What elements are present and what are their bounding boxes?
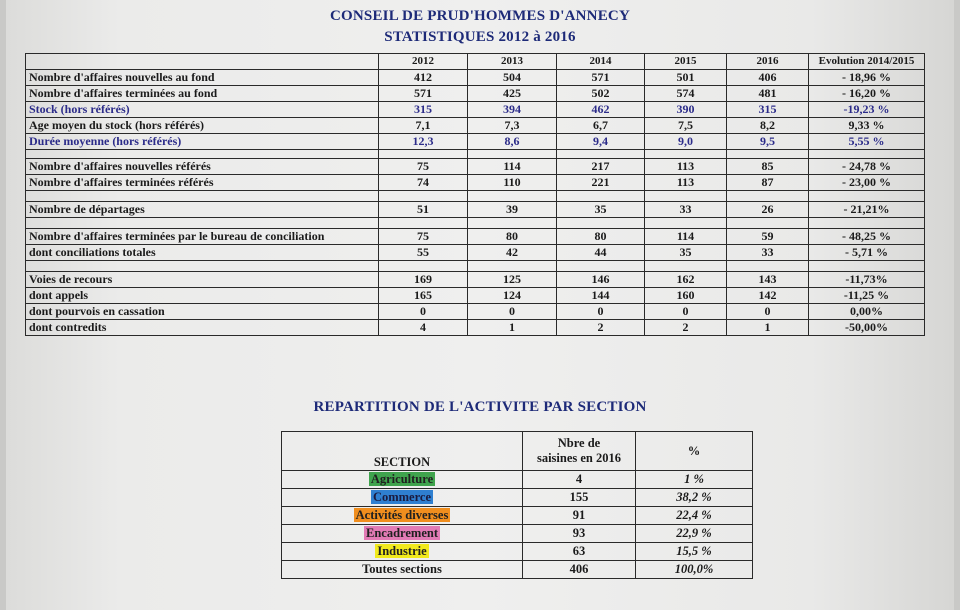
cell: 75 <box>379 229 468 245</box>
cell: - 16,20 % <box>809 86 925 102</box>
stats-header-2015: 2015 <box>645 54 727 70</box>
cell: 51 <box>379 202 468 218</box>
cell: 0 <box>379 304 468 320</box>
cell: 502 <box>557 86 645 102</box>
section-commerce: Commerce <box>372 490 432 504</box>
table-row <box>26 118 925 134</box>
table-row <box>282 489 753 507</box>
stats-header-evolution: Evolution 2014/2015 <box>809 54 925 70</box>
spacer-row <box>26 150 925 159</box>
cell: 35 <box>557 202 645 218</box>
section-count: 4 <box>523 471 636 489</box>
cell: 165 <box>379 288 468 304</box>
cell: 4 <box>379 320 468 336</box>
section-percent: 1 % <box>636 471 753 489</box>
cell: 574 <box>645 86 727 102</box>
table-row <box>26 229 925 245</box>
row-label: Nombre d'affaires nouvelles au fond <box>26 70 379 86</box>
cell: 0 <box>557 304 645 320</box>
table-row <box>26 304 925 320</box>
header-count: Nbre de saisines en 2016 <box>523 432 636 471</box>
cell: 0 <box>468 304 557 320</box>
table-row <box>282 543 753 561</box>
row-label: Nombre de départages <box>26 202 379 218</box>
document-title: CONSEIL DE PRUD'HOMMES D'ANNECY <box>330 8 630 24</box>
cell: 160 <box>645 288 727 304</box>
cell: 125 <box>468 272 557 288</box>
section-encadrement: Encadrement <box>366 526 438 540</box>
row-label: dont conciliations totales <box>26 245 379 261</box>
cell: 315 <box>727 102 809 118</box>
table-row <box>26 245 925 261</box>
row-label: Nombre d'affaires terminées au fond <box>26 86 379 102</box>
section-header-row <box>282 432 753 471</box>
cell: 146 <box>557 272 645 288</box>
cell: 42 <box>468 245 557 261</box>
cell: 6,7 <box>557 118 645 134</box>
cell: -19,23 % <box>809 102 925 118</box>
header-section: SECTION <box>282 432 523 471</box>
cell: - 18,96 % <box>809 70 925 86</box>
total-row <box>282 561 753 579</box>
cell: 8,2 <box>727 118 809 134</box>
table-row <box>26 159 925 175</box>
cell: 0 <box>727 304 809 320</box>
cell: 26 <box>727 202 809 218</box>
cell: 114 <box>468 159 557 175</box>
cell: 315 <box>379 102 468 118</box>
section-count: 91 <box>523 507 636 525</box>
table-row <box>26 70 925 86</box>
cell: - 23,00 % <box>809 175 925 191</box>
table-row <box>26 202 925 218</box>
total-label: Toutes sections <box>282 561 523 579</box>
cell: 0 <box>645 304 727 320</box>
cell: - 48,25 % <box>809 229 925 245</box>
cell: -50,00% <box>809 320 925 336</box>
cell: 124 <box>468 288 557 304</box>
cell: 80 <box>557 229 645 245</box>
cell: 144 <box>557 288 645 304</box>
cell: 7,5 <box>645 118 727 134</box>
cell: 143 <box>727 272 809 288</box>
stats-header-2012: 2012 <box>379 54 468 70</box>
cell: - 21,21% <box>809 202 925 218</box>
table-row <box>282 525 753 543</box>
cell: 80 <box>468 229 557 245</box>
cell: 75 <box>379 159 468 175</box>
stats-header-row <box>26 54 925 70</box>
cell: 8,6 <box>468 134 557 150</box>
spacer-row <box>26 261 925 272</box>
cell: 9,4 <box>557 134 645 150</box>
section-name <box>282 543 523 561</box>
cell: 425 <box>468 86 557 102</box>
cell: 1 <box>727 320 809 336</box>
row-label: dont appels <box>26 288 379 304</box>
spacer-row <box>26 218 925 229</box>
cell: 462 <box>557 102 645 118</box>
cell: 44 <box>557 245 645 261</box>
total-count: 406 <box>523 561 636 579</box>
section-name <box>282 525 523 543</box>
cell: 74 <box>379 175 468 191</box>
section-table <box>281 431 753 579</box>
cell: 39 <box>468 202 557 218</box>
section-percent: 22,4 % <box>636 507 753 525</box>
section-name <box>282 507 523 525</box>
cell: 9,0 <box>645 134 727 150</box>
cell: 169 <box>379 272 468 288</box>
cell: 221 <box>557 175 645 191</box>
cell: 162 <box>645 272 727 288</box>
cell: 2 <box>557 320 645 336</box>
cell: 481 <box>727 86 809 102</box>
section-title: REPARTITION DE L'ACTIVITE PAR SECTION <box>313 399 647 415</box>
section-count: 93 <box>523 525 636 543</box>
cell: 406 <box>727 70 809 86</box>
section-percent: 15,5 % <box>636 543 753 561</box>
cell: - 24,78 % <box>809 159 925 175</box>
cell: 55 <box>379 245 468 261</box>
row-label: Nombre d'affaires nouvelles référés <box>26 159 379 175</box>
stats-header-label <box>26 54 379 70</box>
cell: 59 <box>727 229 809 245</box>
table-row <box>26 288 925 304</box>
row-label: Age moyen du stock (hors référés) <box>26 118 379 134</box>
cell: 501 <box>645 70 727 86</box>
cell: 87 <box>727 175 809 191</box>
table-row <box>26 272 925 288</box>
spacer-row <box>26 191 925 202</box>
cell: 110 <box>468 175 557 191</box>
statistics-table <box>25 53 925 336</box>
row-label: Stock (hors référés) <box>26 102 379 118</box>
row-label: Nombre d'affaires terminées par le bureau de conciliation <box>26 229 379 245</box>
cell: 33 <box>645 202 727 218</box>
row-label: Nombre d'affaires terminées référés <box>26 175 379 191</box>
cell: 142 <box>727 288 809 304</box>
cell: 7,3 <box>468 118 557 134</box>
stats-header-2013: 2013 <box>468 54 557 70</box>
row-label: dont contredits <box>26 320 379 336</box>
section-name <box>282 471 523 489</box>
cell: 571 <box>379 86 468 102</box>
cell: 7,1 <box>379 118 468 134</box>
section-activites-diverses: Activités diverses <box>355 508 449 522</box>
stats-header-2016: 2016 <box>727 54 809 70</box>
cell: 9,5 <box>727 134 809 150</box>
cell: 504 <box>468 70 557 86</box>
section-percent: 22,9 % <box>636 525 753 543</box>
cell: 2 <box>645 320 727 336</box>
cell: 113 <box>645 175 727 191</box>
cell: - 5,71 % <box>809 245 925 261</box>
cell: 1 <box>468 320 557 336</box>
cell: 412 <box>379 70 468 86</box>
table-row <box>282 507 753 525</box>
cell: 394 <box>468 102 557 118</box>
cell: 85 <box>727 159 809 175</box>
cell: 571 <box>557 70 645 86</box>
section-count: 155 <box>523 489 636 507</box>
table-row <box>26 134 925 150</box>
stats-header-2014: 2014 <box>557 54 645 70</box>
total-percent: 100,0% <box>636 561 753 579</box>
cell: 217 <box>557 159 645 175</box>
cell: 35 <box>645 245 727 261</box>
section-industrie: Industrie <box>377 544 427 558</box>
cell: 33 <box>727 245 809 261</box>
cell: 113 <box>645 159 727 175</box>
cell: 390 <box>645 102 727 118</box>
table-row <box>26 175 925 191</box>
section-count: 63 <box>523 543 636 561</box>
row-label: Durée moyenne (hors référés) <box>26 134 379 150</box>
cell: 0,00% <box>809 304 925 320</box>
cell: -11,73% <box>809 272 925 288</box>
table-row <box>26 86 925 102</box>
table-row <box>26 102 925 118</box>
section-agriculture: Agriculture <box>370 472 434 486</box>
section-percent: 38,2 % <box>636 489 753 507</box>
header-percent: % <box>636 432 753 471</box>
row-label: Voies de recours <box>26 272 379 288</box>
document-subtitle: STATISTIQUES 2012 à 2016 <box>384 29 576 45</box>
row-label: dont pourvois en cassation <box>26 304 379 320</box>
cell: -11,25 % <box>809 288 925 304</box>
cell: 5,55 % <box>809 134 925 150</box>
table-row <box>282 471 753 489</box>
table-row <box>26 320 925 336</box>
cell: 9,33 % <box>809 118 925 134</box>
section-name <box>282 489 523 507</box>
cell: 114 <box>645 229 727 245</box>
cell: 12,3 <box>379 134 468 150</box>
